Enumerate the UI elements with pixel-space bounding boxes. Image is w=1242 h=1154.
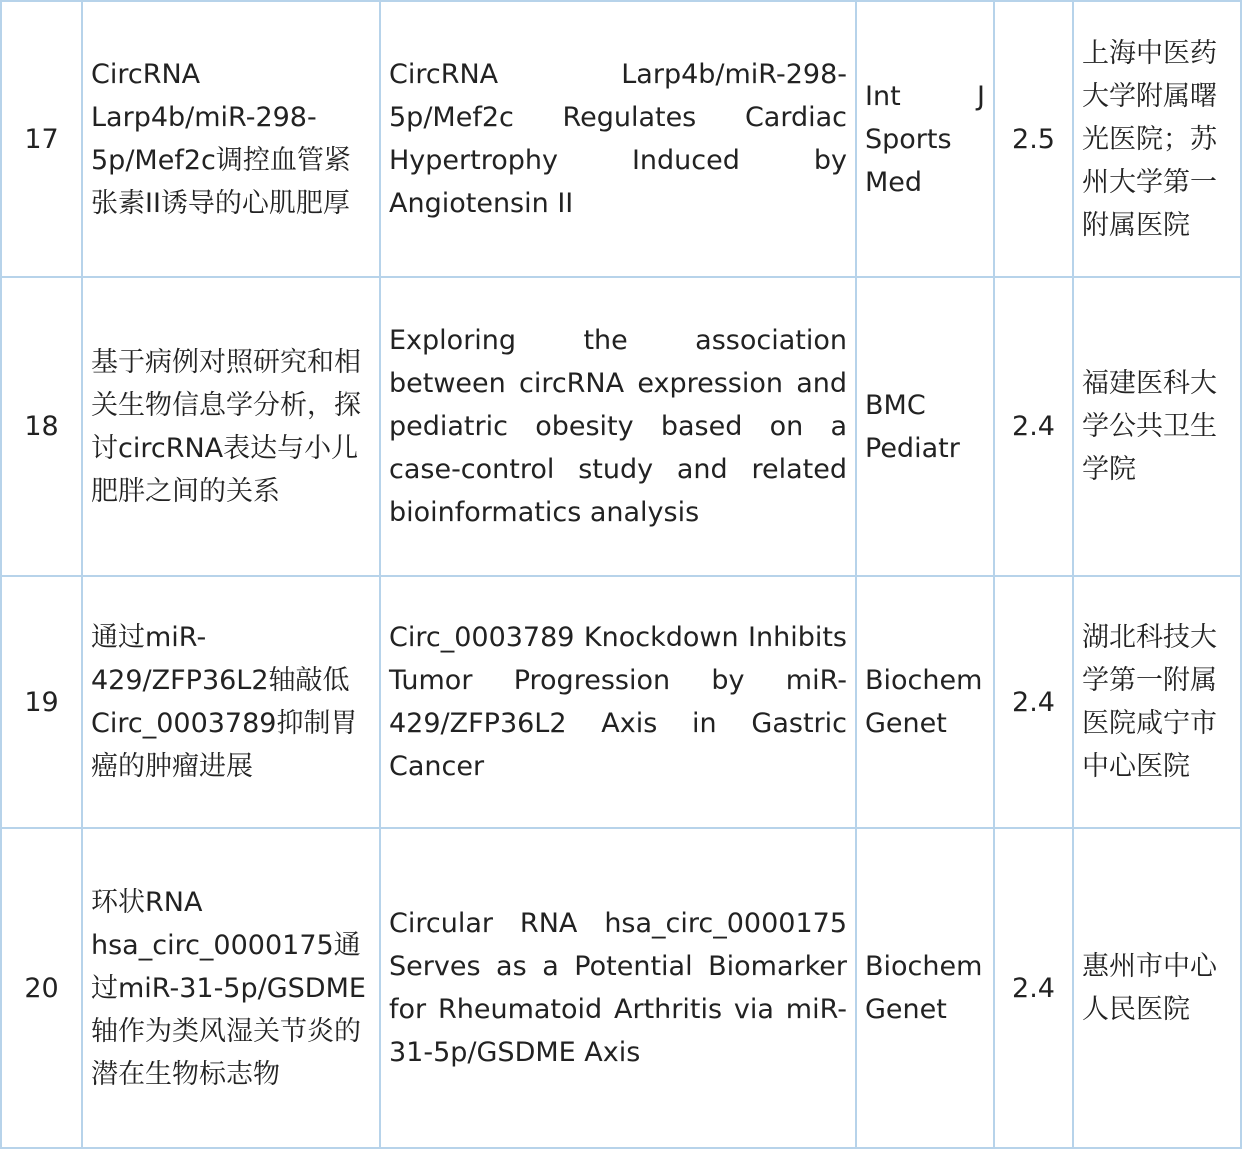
row-number: 18 [1,277,82,576]
table-row [1,277,1241,576]
table-row [1,828,1241,1148]
journal-name: Biochem Genet [856,576,994,828]
english-title: CircRNA Larp4b/miR-298-5p/Mef2c Regulates Cardiac Hypertrophy Induced by Angiotensin II [380,1,856,277]
institution: 上海中医药大学附属曙光医院；苏州大学第一附属医院 [1073,1,1241,277]
impact-factor: 2.4 [994,576,1073,828]
row-number: 17 [1,1,82,277]
english-title: Exploring the association between circRNA expression and pediatric obesity based on a case-control study and related bioinformatics analysis [380,277,856,576]
journal-name: Int J Sports Med [856,1,994,277]
impact-factor: 2.4 [994,828,1073,1148]
english-title: Circ_0003789 Knockdown Inhibits Tumor Progression by miR-429/ZFP36L2 Axis in Gastric Cancer [380,576,856,828]
row-number: 20 [1,828,82,1148]
impact-factor: 2.5 [994,1,1073,277]
institution: 惠州市中心人民医院 [1073,828,1241,1148]
chinese-title: 环状RNA hsa_circ_0000175通过miR-31-5p/GSDME轴作为类风湿关节炎的潜在生物标志物 [82,828,380,1148]
table-row [1,576,1241,828]
english-title: Circular RNA hsa_circ_0000175 Serves as a Potential Biomarker for Rheumatoid Arthritis via miR-31-5p/GSDME Axis [380,828,856,1148]
row-number: 19 [1,576,82,828]
chinese-title: CircRNA Larp4b/miR-298-5p/Mef2c调控血管紧张素II诱导的心肌肥厚 [82,1,380,277]
table-row [1,1,1241,277]
journal-name: Biochem Genet [856,828,994,1148]
chinese-title: 基于病例对照研究和相关生物信息学分析，探讨circRNA表达与小儿肥胖之间的关系 [82,277,380,576]
impact-factor: 2.4 [994,277,1073,576]
chinese-title: 通过miR-429/ZFP36L2轴敲低Circ_0003789抑制胃癌的肿瘤进展 [82,576,380,828]
institution: 福建医科大学公共卫生学院 [1073,277,1241,576]
journal-name: BMC Pediatr [856,277,994,576]
institution: 湖北科技大学第一附属医院咸宁市中心医院 [1073,576,1241,828]
